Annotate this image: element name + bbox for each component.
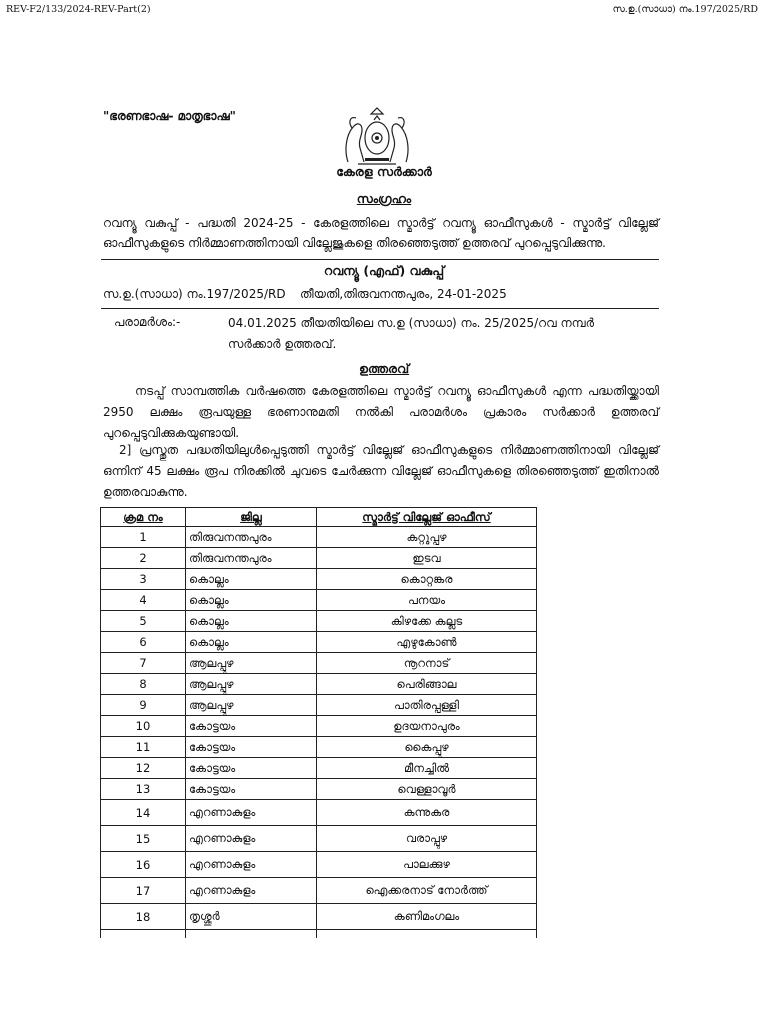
village-office-cell: വെള്ളാവൂർ: [317, 779, 537, 800]
district-cell: തൃശ്ശൂർ: [186, 904, 317, 930]
table-body: [101, 527, 537, 939]
village-office-cell: കണിമംഗലം: [317, 904, 537, 930]
village-office-cell: കൊറ്റങ്കര: [317, 569, 537, 590]
divider-bottom: [101, 308, 659, 309]
serial-cell: 4: [101, 590, 186, 611]
villages-table: [100, 507, 537, 938]
village-office-cell: മീനച്ചിൽ: [317, 758, 537, 779]
table-header-row: [101, 508, 537, 527]
serial-cell: 12: [101, 758, 186, 779]
go-reference-header: സ.ഉ.(സാധാ) നം.197/2025/RD: [612, 4, 758, 15]
village-office-cell: പനയം: [317, 590, 537, 611]
table-row: [101, 632, 537, 653]
village-office-cell: കറ്റുപ്പഴ: [317, 527, 537, 548]
empty-cell: [317, 930, 537, 939]
district-cell: എറണാകുളം: [186, 826, 317, 852]
paragraph-1: നടപ്പ് സാമ്പത്തിക വർഷത്തെ കേരളത്തിലെ സ്മാർട്ട് റവന്യൂ ഓഫീസുകൾ എന്ന പദ്ധതിയ്ക്കായി 2950 ലക്ഷം രൂപയുള്ള ഭരണാനുമതി നൽകി പരാമർശം പ്രകാരം സർക്കാർ ഉത്തരവ് പുറപ്പെടുവിക്കുകയുണ്ടായി.: [103, 384, 659, 440]
district-cell: ആലപ്പുഴ: [186, 674, 317, 695]
table-row: [101, 590, 537, 611]
serial-cell: 18: [101, 904, 186, 930]
motto: "ഭരണഭാഷ- മാതൃഭാഷ": [103, 109, 236, 123]
district-cell: എറണാകുളം: [186, 852, 317, 878]
serial-cell: 3: [101, 569, 186, 590]
table-row: [101, 716, 537, 737]
serial-cell: 17: [101, 878, 186, 904]
kerala-emblem-icon: [338, 106, 416, 168]
table-row-continuation: [101, 930, 537, 939]
reference-text: 04.01.2025 തീയതിയിലെ സ.ഉ (സാധാ) നം. 25/2025/റവ നമ്പർ സർക്കാർ ഉത്തരവ്.: [228, 316, 594, 351]
district-cell: കൊല്ലം: [186, 611, 317, 632]
serial-cell: 16: [101, 852, 186, 878]
table-row: [101, 779, 537, 800]
district-cell: കോട്ടയം: [186, 737, 317, 758]
village-office-cell: പാതിരപ്പള്ളി: [317, 695, 537, 716]
district-cell: കൊല്ലം: [186, 590, 317, 611]
table-row: [101, 653, 537, 674]
village-office-cell: ഐക്കരനാട് നോർത്ത്: [317, 878, 537, 904]
serial-cell: 11: [101, 737, 186, 758]
header-serial: ക്രമ നം: [101, 508, 186, 527]
government-title: കേരള സർക്കാർ: [336, 164, 432, 179]
village-office-cell: നൂറനാട്: [317, 653, 537, 674]
serial-cell: 7: [101, 653, 186, 674]
serial-cell: 2: [101, 548, 186, 569]
serial-cell: 5: [101, 611, 186, 632]
file-number: REV-F2/133/2024-REV-Part(2): [6, 4, 151, 15]
subject-line-1: റവന്യൂ വകുപ്പ് - പദ്ധതി 2024-25 - കേരളത്തിലെ സ്മാർട്ട് റവന്യൂ ഓഫീസുകൾ - സ്മാർട്ട് വില്ലേജ്: [103, 216, 659, 230]
district-cell: തിരുവനന്തപുരം: [186, 527, 317, 548]
district-cell: എറണാകുളം: [186, 878, 317, 904]
go-number: സ.ഉ.(സാധാ) നം.197/2025/RD: [103, 287, 286, 301]
reference-label: പരാമർശം:-: [114, 315, 181, 329]
go-date: തീയതി,തിരുവനന്തപുരം, 24-01-2025: [300, 287, 507, 301]
village-office-cell: കൈപ്പുഴ: [317, 737, 537, 758]
order-title: ഉത്തരവ്: [358, 361, 410, 376]
divider-top: [101, 259, 659, 260]
district-cell: കൊല്ലം: [186, 632, 317, 653]
header-village-office: സ്മാർട്ട് വില്ലേജ് ഓഫീസ്: [317, 508, 537, 527]
village-office-cell: ഇടവ: [317, 548, 537, 569]
serial-cell: 15: [101, 826, 186, 852]
village-office-cell: ഉദയനാപുരം: [317, 716, 537, 737]
table-row: [101, 800, 537, 826]
department: റവന്യൂ (എഫ്) വകുപ്പ്: [323, 263, 445, 278]
serial-cell: 13: [101, 779, 186, 800]
village-office-cell: വരാപ്പുഴ: [317, 826, 537, 852]
table-row: [101, 695, 537, 716]
village-office-cell: കിഴക്കേ കല്ലട: [317, 611, 537, 632]
abstract-title: സംഗ്രഹം: [356, 191, 412, 206]
empty-cell: [101, 930, 186, 939]
district-cell: കോട്ടയം: [186, 758, 317, 779]
table-row: [101, 527, 537, 548]
serial-cell: 9: [101, 695, 186, 716]
table-row: [101, 569, 537, 590]
district-cell: കോട്ടയം: [186, 779, 317, 800]
district-cell: ആലപ്പുഴ: [186, 695, 317, 716]
table-row: [101, 737, 537, 758]
paragraph-2: 2] പ്രസ്തുത പദ്ധതിയിലുൾപ്പെടുത്തി സ്മാർട്ട് വില്ലേജ് ഓഫീസുകളുടെ നിർമ്മാണത്തിനായി വില്ലേജ് ഒന്നിന് 45 ലക്ഷം രൂപ നിരക്കിൽ ചുവടെ ചേർക്കുന്ന വില്ലേജ് ഓഫീസുകളെ തിരഞ്ഞെടുത്ത് ഇതിനാൽ ഉത്തരവാകുന്നു.: [103, 443, 659, 499]
table-row: [101, 826, 537, 852]
district-cell: തിരുവനന്തപുരം: [186, 548, 317, 569]
subject-line-2: ഓഫീസുകളുടെ നിർമ്മാണത്തിനായി വില്ലേജുകളെ തിരഞ്ഞെടുത്ത് ഉത്തരവ് പുറപ്പെടുവിക്കുന്നു.: [103, 236, 606, 250]
serial-cell: 14: [101, 800, 186, 826]
village-office-cell: എഴുകോൺ: [317, 632, 537, 653]
table-row: [101, 674, 537, 695]
table-row: [101, 758, 537, 779]
village-office-cell: പെരിങ്ങാല: [317, 674, 537, 695]
district-cell: കൊല്ലം: [186, 569, 317, 590]
table-row: [101, 904, 537, 930]
district-cell: കോട്ടയം: [186, 716, 317, 737]
table-row: [101, 548, 537, 569]
village-office-cell: പാലക്കുഴ: [317, 852, 537, 878]
table-row: [101, 852, 537, 878]
serial-cell: 8: [101, 674, 186, 695]
serial-cell: 6: [101, 632, 186, 653]
district-cell: ആലപ്പുഴ: [186, 653, 317, 674]
serial-cell: 1: [101, 527, 186, 548]
village-office-cell: കന്നുകര: [317, 800, 537, 826]
table-row: [101, 611, 537, 632]
empty-cell: [186, 930, 317, 939]
table-row: [101, 878, 537, 904]
serial-cell: 10: [101, 716, 186, 737]
header-district: ജില്ല: [186, 508, 317, 527]
district-cell: എറണാകുളം: [186, 800, 317, 826]
